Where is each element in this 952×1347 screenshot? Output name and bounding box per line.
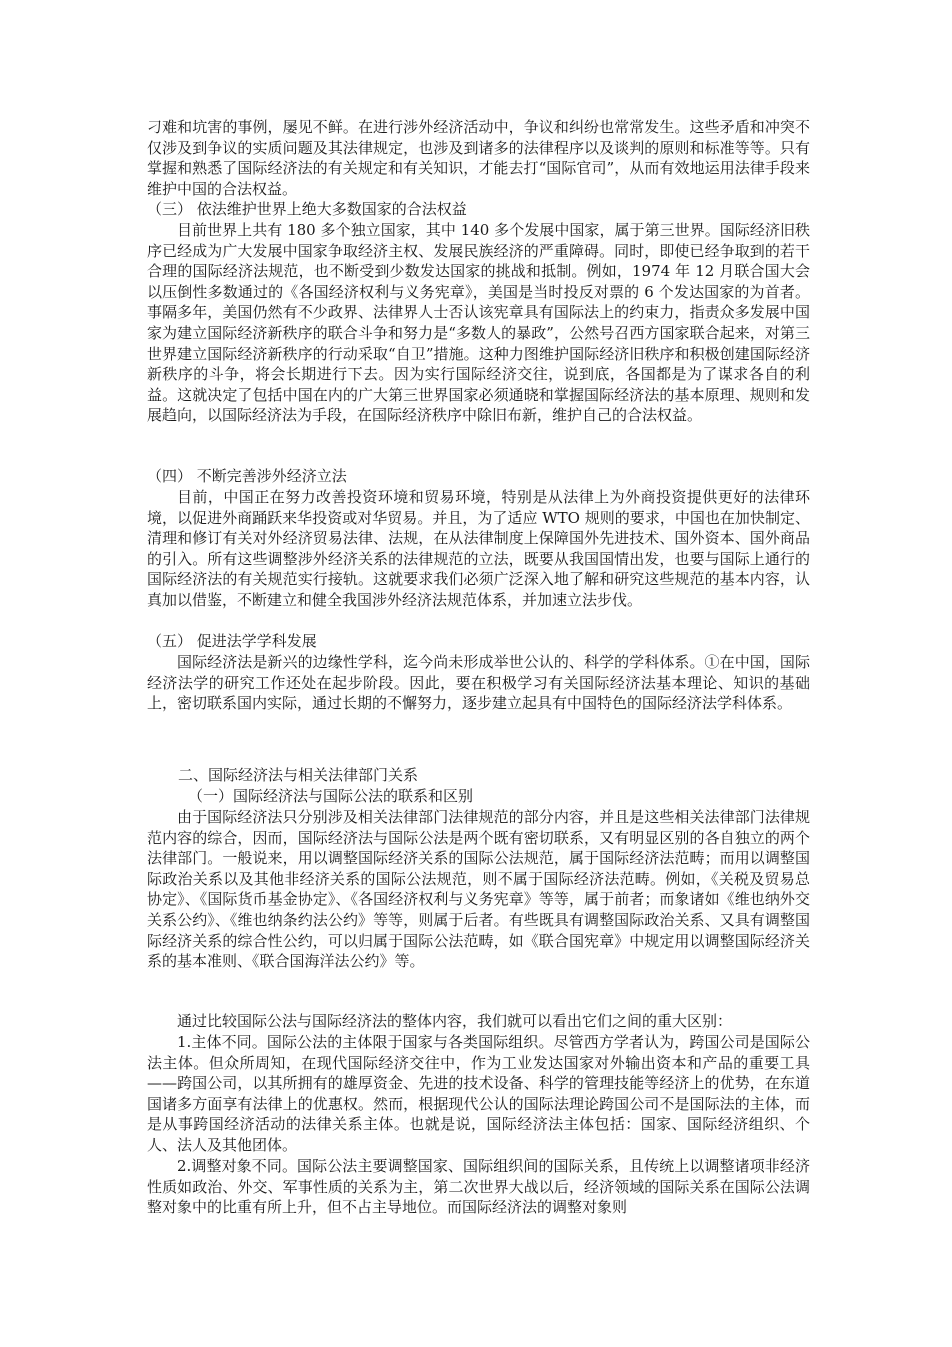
subsection-heading-1: （一）国际经济法与国际公法的联系和区别 bbox=[188, 787, 474, 805]
paragraph-subsection-1: 由于国际经济法只分别涉及相关法律部门法律规范的部分内容，并且是这些相关法律部门法律规范内容的综合，因而，国际经济法与国际公法是两个既有密切联系，又有明显区别的各自独立的两个法律部门。一般说来，用以调整国际经济关系的国际公法规范，属于国际经济法范畴；而用以调整国际政治关系以及其他非经济关系的国际公法规范，则不属于国际经济法范畴。例如，《关税及贸易总协定》、《国际货币基金协定》、《各国经济权利与义务宪章》等等，属于前者；而象诸如《维也纳外交关系公约》、《维也纳条约法公约》等等，则属于后者。有些既具有调整国际政治关系、又具有调整国际经济关系的综合性公约，可以归属于国际公法范畴，如《联合国宪章》中规定用以调整国际经济关系的基本准则、《联合国海洋法公约》等。 bbox=[147, 808, 810, 971]
paragraph-comparison-intro: 通过比较国际公法与国际经济法的整体内容，我们就可以看出它们之间的重大区别： bbox=[177, 1012, 733, 1030]
section-heading-5: （五） 促进法学学科发展 bbox=[147, 632, 317, 650]
paragraph-section-4: 目前，中国正在努力改善投资环境和贸易环境，特别是从法律上为外商投资提供更好的法律环境，以促进外商踊跃来华投资或对华贸易。并且，为了适应 WTO 规则的要求，中国也在加快制定、清理和修订有关对外经济贸易法律、法规，在从法律制度上保障国外先进技术、国外资本、国外商品的引入。所有这些调整涉外经济关系的法律规范的立法，既要从我国国情出发，也要与国际上通行的国际经济法的有关规范实行接轨。这就要求我们必须广泛深入地了解和研究这些规范的基本内容，认真加以借鉴，不断建立和健全我国涉外经济法规范体系，并加速立法步伐。 bbox=[147, 488, 810, 609]
section-heading-3: （三） 依法维护世界上绝大多数国家的合法权益 bbox=[147, 200, 467, 218]
paragraph-intro-continuation: 刁难和坑害的事例，屡见不鲜。在进行涉外经济活动中，争议和纠纷也常常发生。这些矛盾和冲突不仅涉及到争议的实质问题及其法律规定，也涉及到诸多的法律程序以及谈判的原则和标准等等。只有掌握和熟悉了国际经济法的有关规定和有关知识，才能去打“国际官司”，从而有效地运用法律手段来维护中国的合法权益。 bbox=[147, 118, 810, 198]
chapter-heading-2: 二、国际经济法与相关法律部门关系 bbox=[178, 766, 419, 784]
paragraph-point-2: 2.调整对象不同。国际公法主要调整国家、国际组织间的国际关系，且传统上以调整诸项非经济性质如政治、外交、军事性质的关系为主，第二次世界大战以后，经济领域的国际关系在国际公法调整对象中的比重有所上升，但不占主导地位。而国际经济法的调整对象则 bbox=[147, 1157, 810, 1217]
paragraph-point-1: 1.主体不同。国际公法的主体限于国家与各类国际组织。尽管西方学者认为，跨国公司是国际公法主体。但众所周知，在现代国际经济交往中，作为工业发达国家对外输出资本和产品的重要工具——跨国公司，以其所拥有的雄厚资金、先进的技术设备、科学的管理技能等经济上的优势，在东道国诸多方面享有法律上的优惠权。然而，根据现代公认的国际法理论跨国公司不是国际法的主体，而是从事跨国经济活动的法律关系主体。也就是说，国际经济法主体包括：国家、国际经济组织、个人、法人及其他团体。 bbox=[147, 1033, 810, 1154]
paragraph-section-3: 目前世界上共有 180 多个独立国家，其中 140 多个发展中国家，属于第三世界。国际经济旧秩序已经成为广大发展中国家争取经济主权、发展民族经济的严重障碍。同时，即使已经争取到的若干合理的国际经济法规范，也不断受到少数发达国家的挑战和抵制。例如，1974 年 12 月联合国大会以压倒性多数通过的《各国经济权利与义务宪章》，美国是当时投反对票的 6 个发达国家的为首者。事隔多年，美国仍然有不少政界、法律界人士否认该宪章具有国际法上的约束力，指责众多发展中国家为建立国际经济新秩序的联合斗争和努力是“多数人的暴政”，公然号召西方国家联合起来，对第三世界建立国际经济新秩序的行动采取“自卫”措施。这种力图维护国际经济旧秩序和积极创建国际经济新秩序的斗争，将会长期进行下去。因为实行国际经济交往，说到底，各国都是为了谋求各自的利益。这就决定了包括中国在内的广大第三世界国家必须通晓和掌握国际经济法的基本原理、规则和发展趋向，以国际经济法为手段，在国际经济秩序中除旧布新，维护自己的合法权益。 bbox=[147, 221, 810, 425]
section-heading-4: （四） 不断完善涉外经济立法 bbox=[147, 467, 347, 485]
paragraph-section-5: 国际经济法是新兴的边缘性学科，迄今尚未形成举世公认的、科学的学科体系。①在中国，国际经济法学的研究工作还处在起步阶段。因此，要在积极学习有关国际经济法基本理论、知识的基础上，密切联系国内实际，通过长期的不懈努力，逐步建立起具有中国特色的国际经济法学科体系。 bbox=[147, 653, 810, 713]
